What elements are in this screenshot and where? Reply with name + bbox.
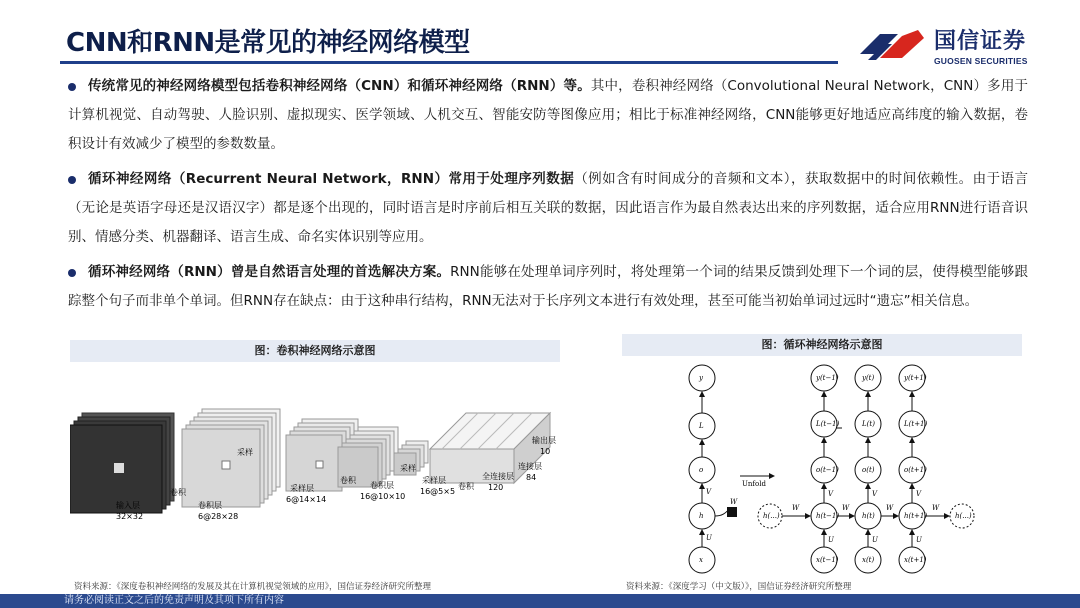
rnn-weight-label: W [792,504,800,512]
cnn-layer-label: 卷积层 [370,481,394,490]
rnn-weight-label: W [886,504,894,512]
rnn-node-label: h(t−1) [816,512,840,520]
rnn-figure-title: 图：循环神经网络示意图 [622,334,1022,356]
rnn-weight-label: W [842,504,850,512]
company-logo [858,24,1058,70]
rnn-node-label: y(t−1) [816,374,839,382]
cnn-layer-size: 120 [488,483,504,492]
footer-disclaimer: 请务必阅读正文之后的免责声明及其项下所有内容 [64,595,284,606]
cnn-layer-label: 卷积层 [198,501,222,510]
rnn-node-label: y(t) [862,374,875,382]
logo-text-cn: 国信证券 [934,29,1027,54]
paragraph-cnn-rnn-intro [68,72,1028,159]
page-title: CNN和RNN是常见的神经网络模型 [66,28,470,58]
paragraph-rnn-nlp [68,258,1028,316]
cnn-layer-size: 32×32 [116,512,144,521]
rnn-node-label: h(...) [955,512,972,520]
cnn-conv1-layer [182,409,280,507]
cnn-layer-size: 84 [526,473,537,482]
cnn-figure-title: 图：卷积神经网络示意图 [70,340,560,362]
cnn-op-label: 卷积 [170,488,186,497]
guosen-logo-mark-icon [858,24,928,64]
cnn-op-label: 采样 [400,464,416,473]
rnn-weight-label: U [872,536,878,544]
cnn-op-label: 采样 [237,448,253,457]
cnn-layer-size: 6@14×14 [286,495,327,504]
title-divider [60,61,838,64]
rnn-node-label: x [699,556,703,564]
rnn-node-label: y(t+1) [904,374,927,382]
rnn-weight-label: W [932,504,940,512]
rnn-node-label: o(t+1) [904,466,927,474]
rnn-diagram [640,358,1030,578]
rnn-node-label: o [699,466,704,474]
rnn-weight-label: W [730,498,738,506]
cnn-input-layer [70,413,174,513]
delay-block-icon [727,507,737,517]
rnn-node-label: h(t) [862,512,875,520]
cnn-layer-label: 全连接层 [482,472,514,481]
bullet-icon [68,269,76,277]
paragraph-body: 其中，卷积神经网络（Convolutional Neural Network，CNN）多用于计算机视觉、自动驾驶、人脸识别、虚拟现实、医学领域、人机交互、智能安防等图像应用；相比于标准神经网络，CNN能够更好地适应高纬度的输入数据，卷积设计有效减少了模型的参数数量。 [68,78,1028,152]
bullet-icon [68,83,76,91]
cnn-layer-label: 采样层 [290,484,314,493]
cnn-op-label: 卷积 [458,482,474,491]
rnn-node-label: x(t) [862,556,875,564]
rnn-weight-label: V [916,490,922,498]
rnn-node-label: L(t+1) [904,420,928,428]
cnn-op-label: 卷积 [340,476,356,485]
rnn-node-label: h [699,512,704,520]
rnn-weight-label: U [828,536,834,544]
cnn-layer-label: 输入层 [116,501,140,510]
rnn-node-label: L(t) [862,420,875,428]
footer-bar [0,594,1080,608]
rnn-unfold-label: Unfold [742,480,766,488]
rnn-weight-label: U [706,534,712,542]
paragraph-rnn-sequence [68,165,1028,252]
paragraph-body: （例如含有时间成分的音频和文本），获取数据中的时间依赖性。由于语言（无论是英语字母还是汉语汉字）都是逐个出现的，同时语言是时序前后相互关联的数据，因此语言作为最自然表达出来的序列数据，适合应用RNN进行语音识别、情感分类、机器翻译、语言生成、命名实体识别等应用。 [68,171,1029,245]
cnn-layer-label: 采样层 [422,476,446,485]
rnn-node-label: o(t) [862,466,875,474]
rnn-node-label: o(t−1) [816,466,839,474]
rnn-weight-label: U [916,536,922,544]
cnn-layer-size: 6@28×28 [198,512,239,521]
rnn-node-label: L [699,422,704,430]
rnn-node-label: h(t+1) [904,512,928,520]
paragraph-body: RNN能够在处理单词序列时，将处理第一个词的结果反馈到处理下一个词的层，使得模型能够跟踪整个句子而非单个单词。但RNN存在缺点：由于这种串行结构，RNN无法对于长序列文本进行有效处理，甚至可能当初始单词过远时“遗忘”相关信息。 [68,264,1028,309]
rnn-node-label: L(t−1) [816,420,840,428]
rnn-weight-label: V [828,490,834,498]
cnn-layer-label: 连接层 [518,462,542,471]
cnn-layer-size: 10 [540,447,551,456]
rnn-node-label: x(t+1) [904,556,927,564]
rnn-node-label: y [699,374,703,382]
rnn-weight-label: V [872,490,878,498]
bullet-icon [68,176,76,184]
rnn-weight-label: V [706,488,712,496]
cnn-figure-source: 资料来源：《深度卷积神经网络的发展及其在计算机视觉领域的应用》，国信证券经济研究所整理 [74,582,432,592]
rnn-figure-source: 资料来源：《深度学习（中文版）》，国信证券经济研究所整理 [626,582,852,592]
cnn-diagram [70,365,570,575]
cnn-layer-size: 16@5×5 [420,487,456,496]
cnn-layer-label: 输出层 [532,436,556,445]
logo-text-en: GUOSEN SECURITIES [934,56,1028,66]
paragraph-lead: 传统常见的神经网络模型包括卷积神经网络（CNN）和循环神经网络（RNN）等。 [88,78,591,94]
paragraph-lead: 循环神经网络（Recurrent Neural Network，RNN）常用于处理序列数据 [88,171,575,187]
rnn-node-label: x(t−1) [816,556,839,564]
cnn-layer-size: 16@10×10 [360,492,406,501]
paragraph-lead: 循环神经网络（RNN）曾是自然语言处理的首选解决方案。 [88,264,451,280]
rnn-node-label: h(...) [763,512,780,520]
